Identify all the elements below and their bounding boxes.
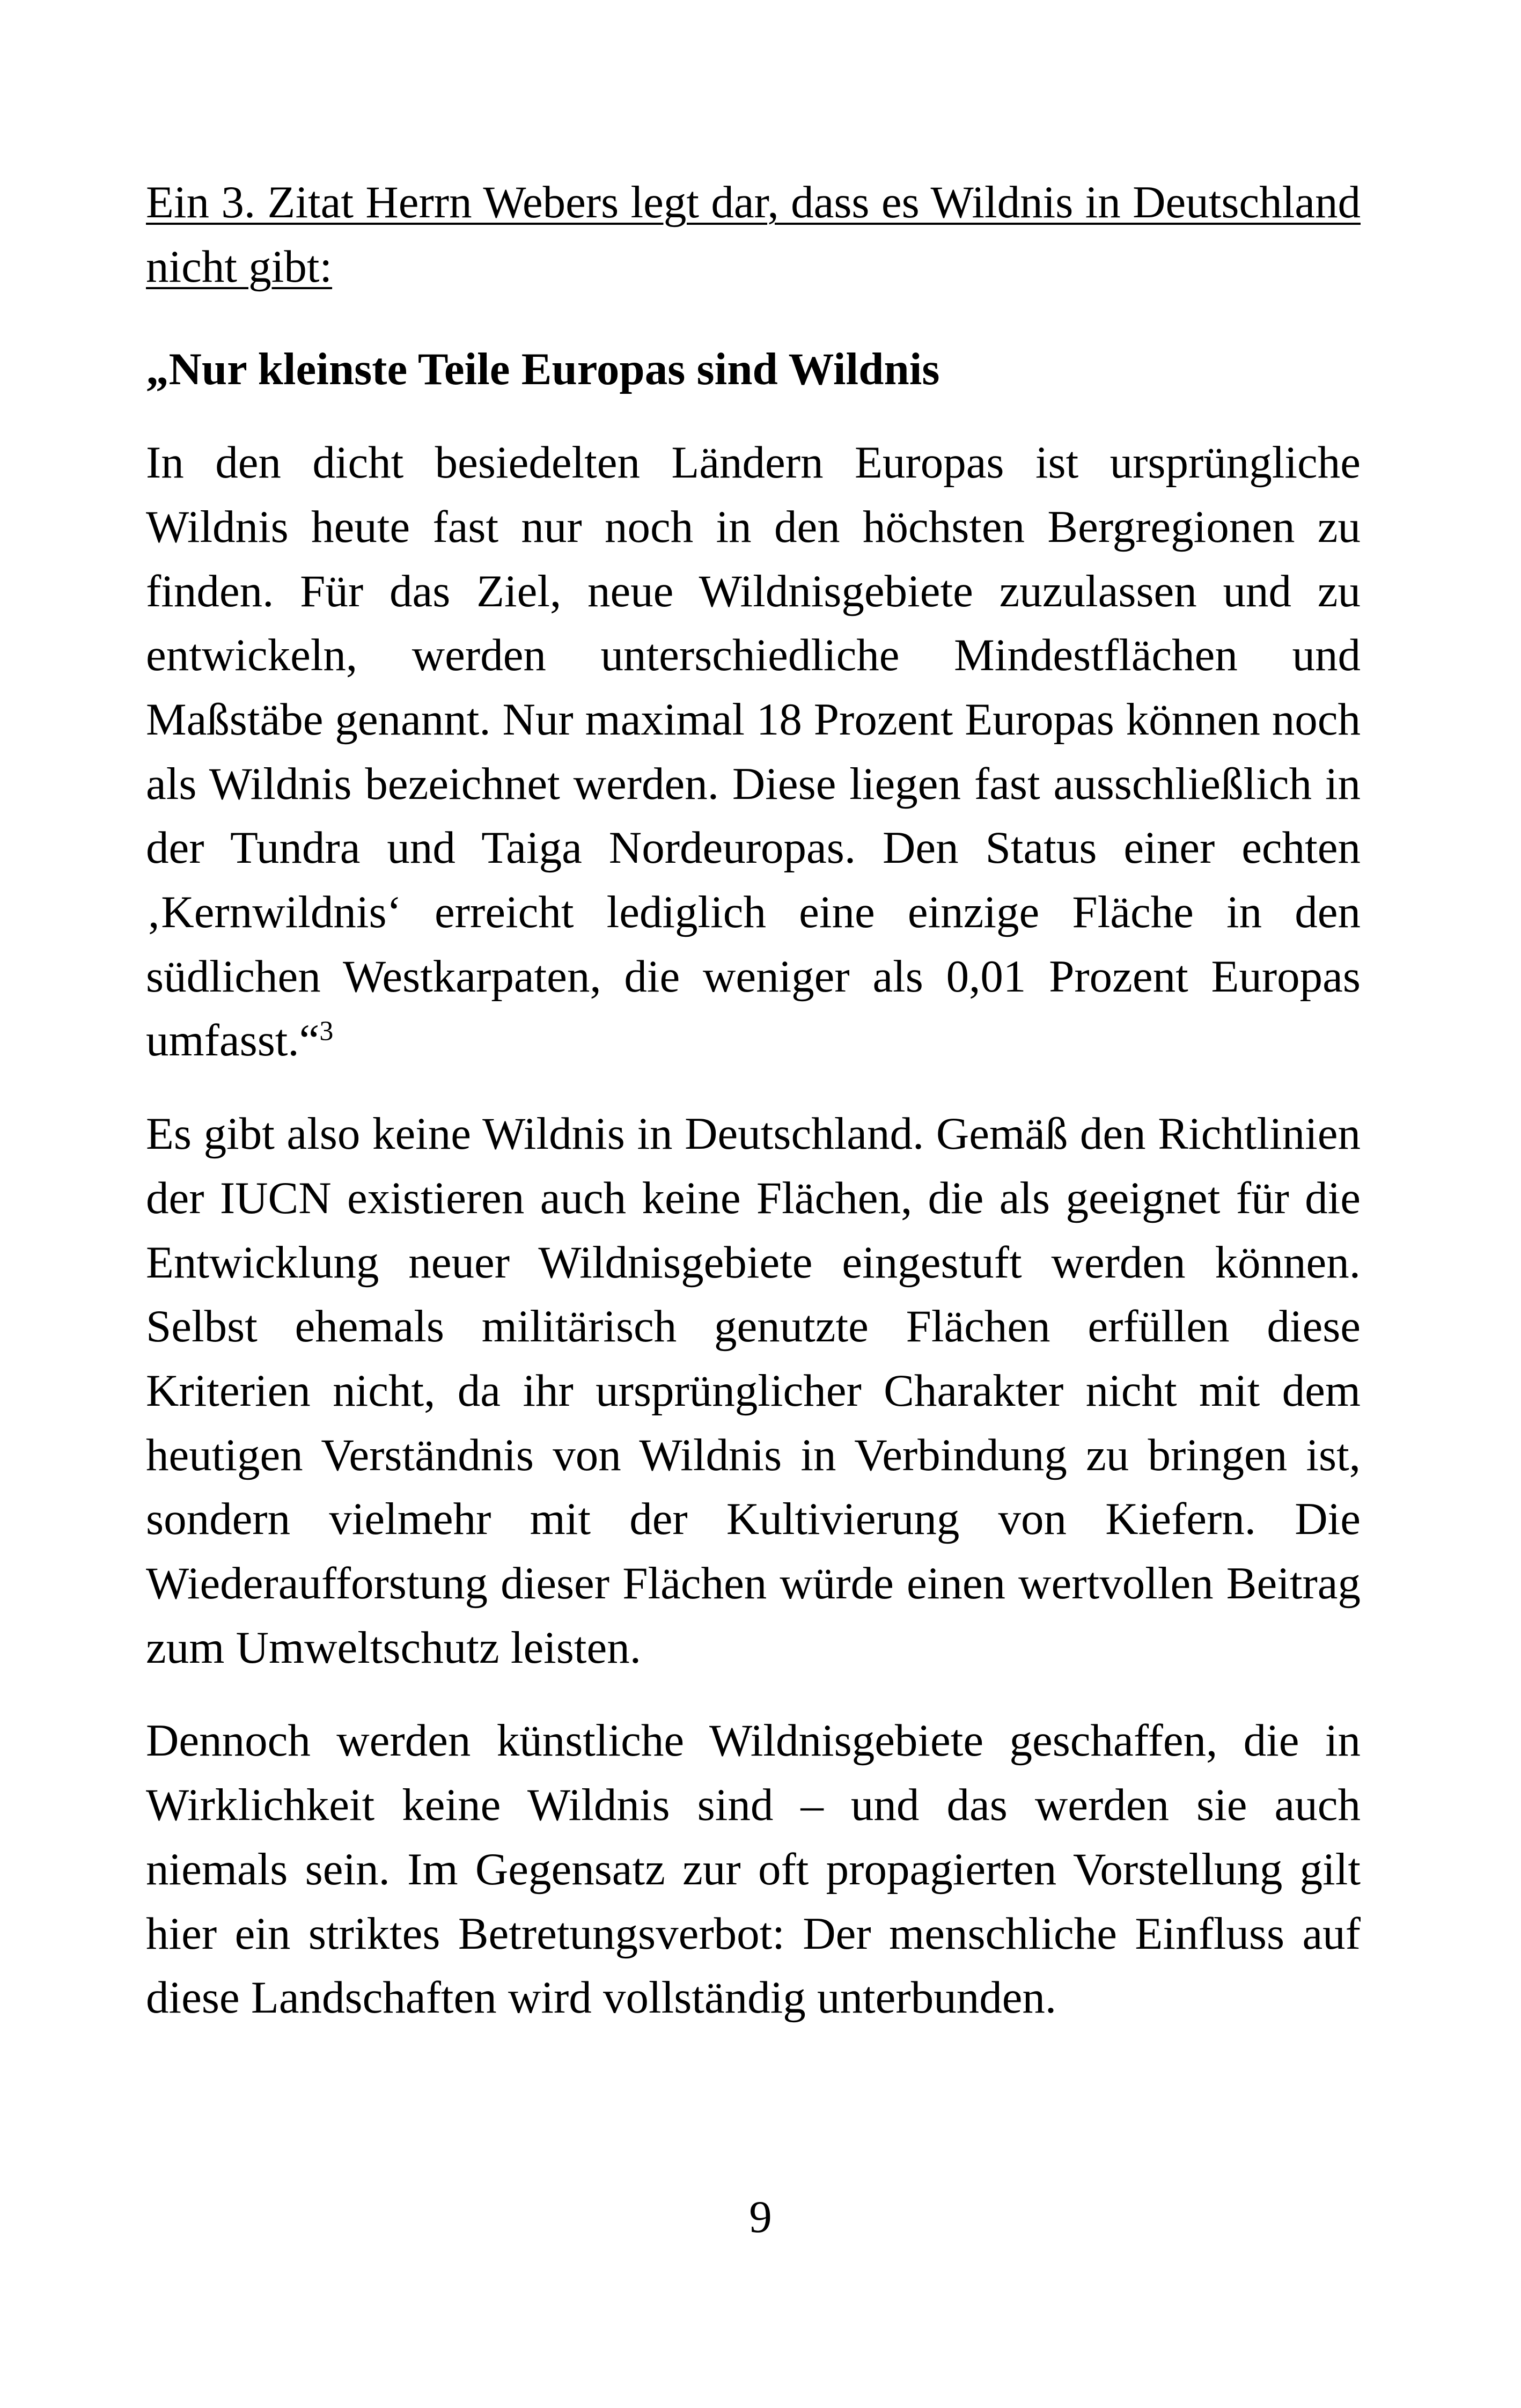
quote-heading: „Nur kleinste Teile Europas sind Wildnis xyxy=(146,344,940,395)
intro-paragraph xyxy=(146,171,1361,299)
body-paragraph-1: Es gibt also keine Wildnis in Deutschland. Gemäß den Richtlinien der IUCN existieren auch keine Flächen, die als geeignet für die Entwicklung neuer Wildnisgebiete eingestuft werden können. Selbst ehemals militärisch genutzte Flächen erfüllen diese Kriterien nicht, da ihr ursprünglicher Charakter nicht mit dem heutigen Verständnis von Wildnis in Verbindung zu bringen ist, sondern vielmehr mit der Kultivierung von Kiefern. Die Wiederaufforstung dieser Flächen würde einen wertvollen Beitrag zum Umweltschutz leisten. xyxy=(146,1108,1361,1673)
body-paragraph-2: Dennoch werden künstliche Wildnisgebiete geschaffen, die in Wirklichkeit keine Wildnis sind – und das werden sie auch niemals sein. Im Gegensatz zur oft propagierten Vorstellung gilt hier ein striktes Betretungsverbot: Der menschliche Einfluss auf diese Landschaften wird vollständig unterbunden. xyxy=(146,1715,1361,2023)
quote-paragraph xyxy=(146,431,1361,1073)
page-body xyxy=(146,171,1361,2030)
quote-body: In den dicht besiedelten Ländern Europas ist ursprüngliche Wildnis heute fast nur noch in den höchsten Bergregionen zu finden. Für das Ziel, neue Wildnisgebiete zuzulassen und zu entwickeln, werden unterschiedliche Mindestflächen und Maßstäbe genannt. Nur maximal 18 Prozent Europas können noch als Wildnis bezeichnet werden. Diese liegen fast ausschließlich in der Tundra und Taiga Nordeuropas. Den Status einer echten ‚Kernwildnis‘ erreicht lediglich eine einzige Fläche in den südlichen Westkarpaten, die weniger als 0,01 Prozent Europas umfasst.“ xyxy=(146,437,1361,1066)
footnote-marker: 3 xyxy=(319,1016,334,1047)
intro-text: Ein 3. Zitat Herrn Webers legt dar, dass es Wildnis in Deutschland nicht gibt: xyxy=(146,177,1361,292)
page-number: 9 xyxy=(749,2192,772,2242)
